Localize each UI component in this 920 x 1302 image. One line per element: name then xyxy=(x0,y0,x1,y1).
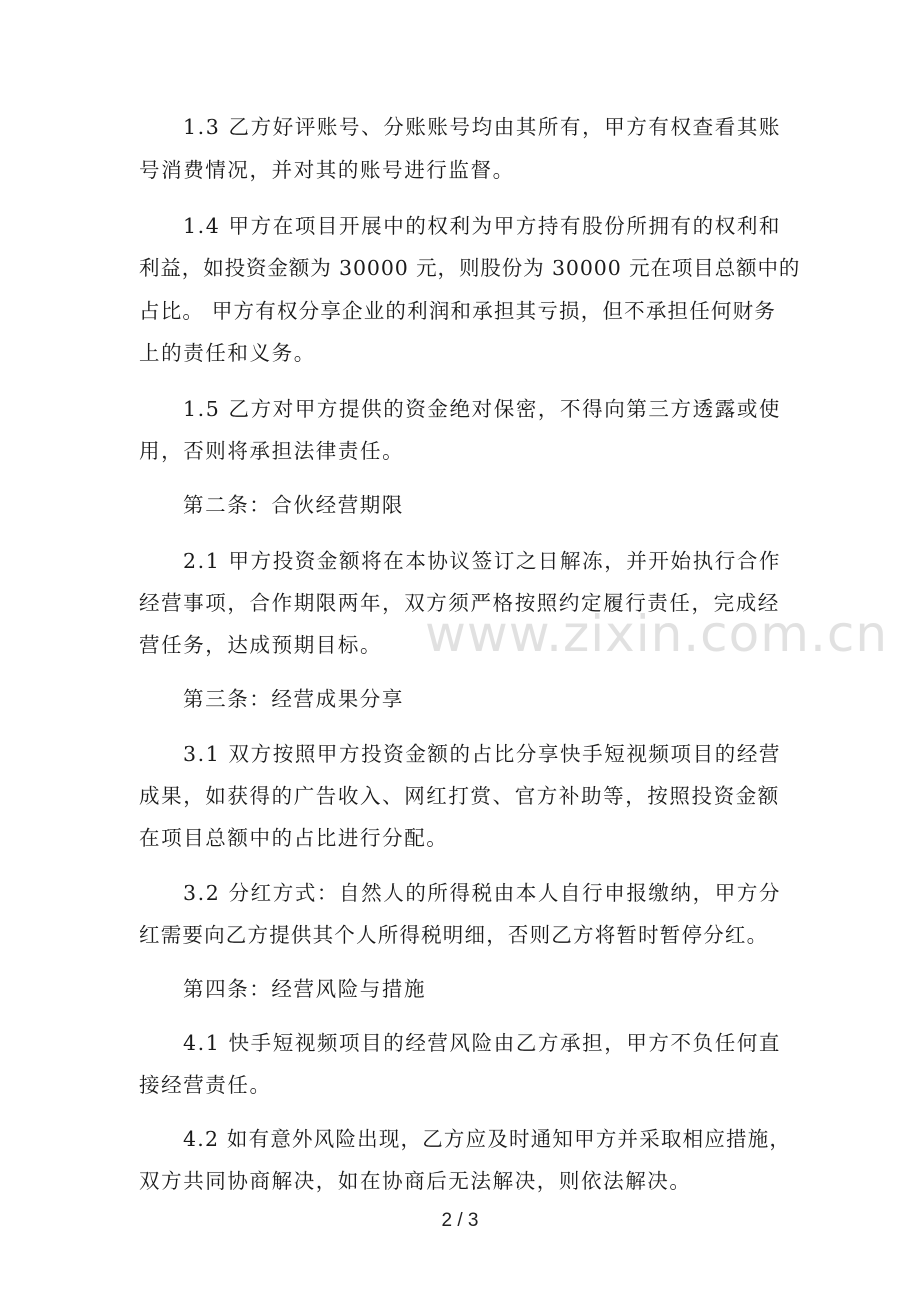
paragraph-line: 在项目总额中的占比进行分配。 xyxy=(139,826,449,850)
article-heading: 第三条：经营成果分享 xyxy=(183,687,404,711)
paragraph-line: 接经营责任。 xyxy=(139,1073,272,1097)
paragraph-line: 3.2 分红方式：自然人的所得税由本人自行申报缴纳，甲方分 xyxy=(183,881,782,905)
paragraph-line: 1.3 乙方好评账号、分账账号均由其所有，甲方有权查看其账 xyxy=(183,115,782,139)
paragraph-line: 号消费情况，并对其的账号进行监督。 xyxy=(139,158,515,182)
article-heading: 第四条：经营风险与措施 xyxy=(183,977,427,1001)
paragraph-line: 1.4 甲方在项目开展中的权利为甲方持有股份所拥有的权利和 xyxy=(183,214,782,238)
paragraph-line: 营任务，达成预期目标。 xyxy=(139,633,383,657)
paragraph-line: 占比。 甲方有权分享企业的利润和承担其亏损，但不承担任何财务 xyxy=(139,299,777,323)
paragraph-line: 3.1 双方按照甲方投资金额的占比分享快手短视频项目的经营 xyxy=(183,742,782,766)
watermark-text: www.zixin.com.cn xyxy=(425,605,889,663)
article-heading: 第二条：合伙经营期限 xyxy=(183,493,404,517)
paragraph-line: 4.1 快手短视频项目的经营风险由乙方承担，甲方不负任何直 xyxy=(183,1031,782,1055)
paragraph-line: 利益，如投资金额为 30000 元，则股份为 30000 元在项目总额中的 xyxy=(139,256,801,280)
paragraph-line: 用，否则将承担法律责任。 xyxy=(139,439,405,463)
paragraph-line: 成果，如获得的广告收入、网红打赏、官方补助等，按照投资金额 xyxy=(139,784,780,808)
paragraph-line: 经营事项，合作期限两年，双方须严格按照约定履行责任，完成经 xyxy=(139,591,780,615)
paragraph-line: 1.5 乙方对甲方提供的资金绝对保密，不得向第三方透露或使 xyxy=(183,397,782,421)
page-number: 2 / 3 xyxy=(441,1210,479,1231)
paragraph-line: 上的责任和义务。 xyxy=(139,341,316,365)
paragraph-line: 双方共同协商解决，如在协商后无法解决，则依法解决。 xyxy=(139,1169,692,1193)
paragraph-line: 4.2 如有意外风险出现，乙方应及时通知甲方并采取相应措施， xyxy=(183,1127,792,1151)
paragraph-line: 2.1 甲方投资金额将在本协议签订之日解冻，并开始执行合作 xyxy=(183,549,782,573)
paragraph-line: 红需要向乙方提供其个人所得税明细，否则乙方将暂时暂停分红。 xyxy=(139,923,769,947)
